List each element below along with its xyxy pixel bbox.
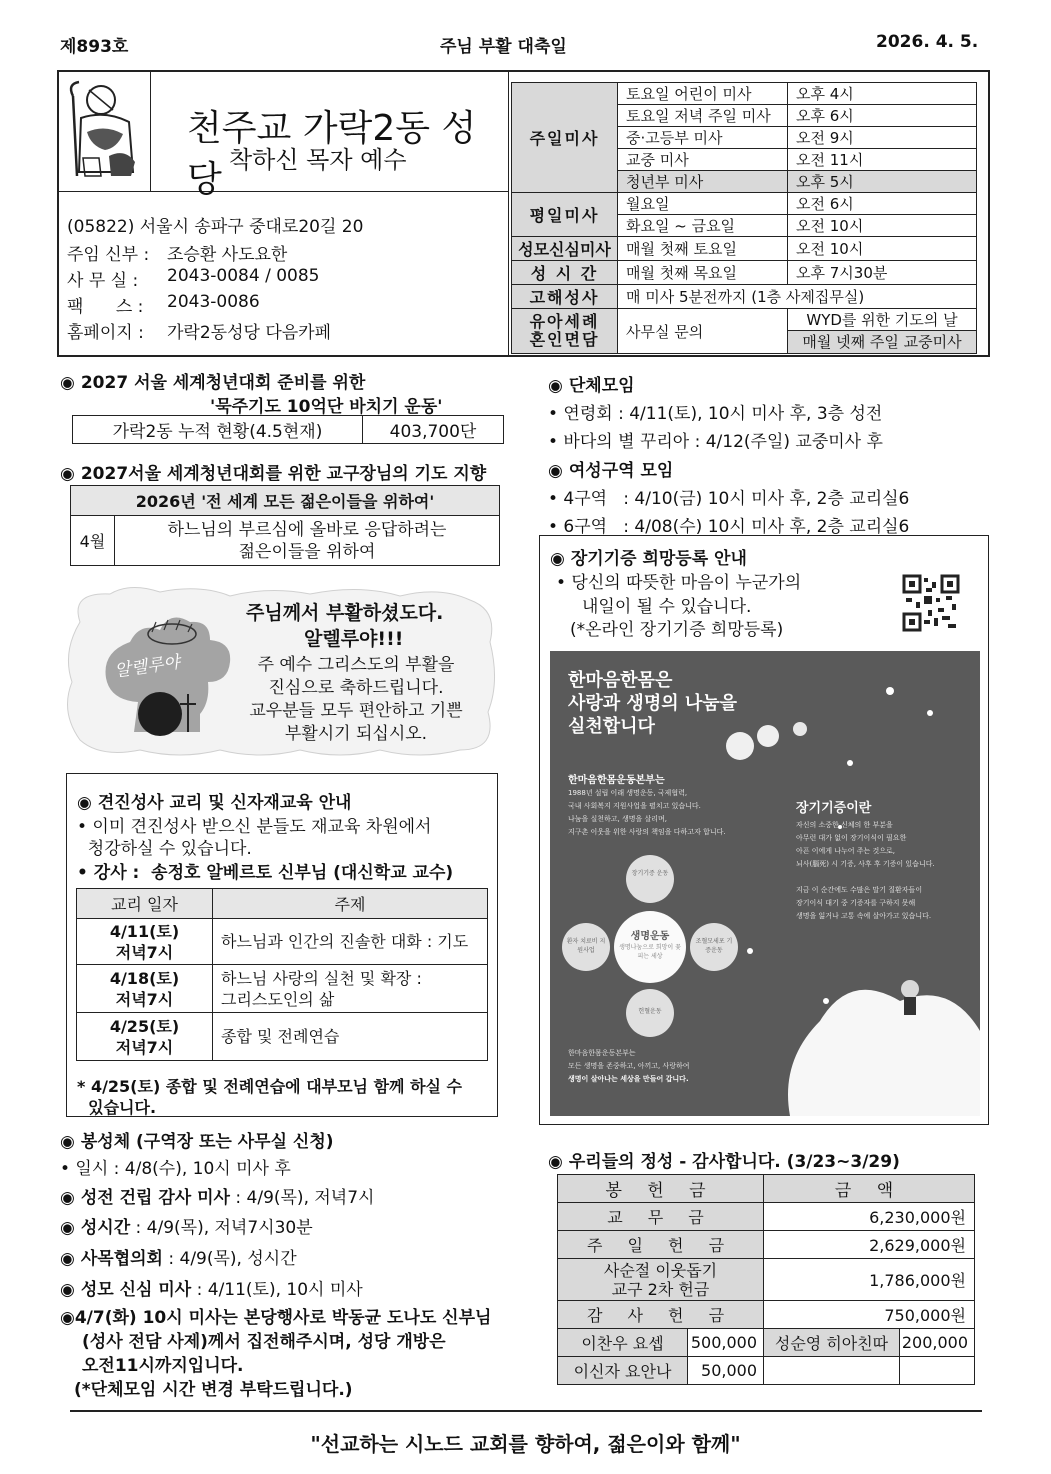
- offering-table: 봉 헌 금 금 액 교 무 금 6,230,000원 주 일 헌 금 2,629,000원 사순절 이웃돕기 교구 2차 헌금 1,786,000원 감 사 헌 금 750,000원 이찬우 요셉 500,000 성순영 히아친따 200,000 이신자 요안나 50,000: [557, 1174, 975, 1385]
- confession-label: 고해성사: [512, 285, 618, 309]
- alleluia-art-text: 알렐루야: [113, 652, 182, 682]
- parish-address: (05822) 서울시 송파구 중대로20길 20: [67, 217, 364, 237]
- dedication-mass-notice: ◉ 성전 건립 감사 미사 : 4/9(목), 저녁7시: [60, 1188, 375, 1208]
- footer-motto: "선교하는 시노드 교회를 향하여, 젊은이와 함께": [310, 1432, 741, 1456]
- bullet-icon: ◉: [60, 1249, 75, 1269]
- page-title: 주님 부활 대축일: [440, 37, 567, 57]
- contact-row: 주임 신부 : 조승환 사도요한: [67, 245, 288, 265]
- issue-number: 제893호: [60, 37, 129, 57]
- marian-mass-label: 성모신심미사: [512, 237, 618, 261]
- easter-headline-2: 알렐루야!!!: [304, 628, 404, 650]
- poster-right-description: 자신의 소중한 신체의 한 부분을 아무런 대가 없이 장기이식이 필요한 아픈 이에게 나누어 주는 것으로, 뇌사(腦死) 시 기증, 사후 후 기증이 있습니다. 지금 이 순간에도 수많은 말기 질환자들이 장기이식 대기 중 기증자를 구하지 못해 생명을 잃거나 고통 속에 살아가고 있습니다.: [796, 821, 935, 920]
- good-shepherd-logo: [59, 72, 151, 192]
- parish-contact-list: [67, 240, 467, 344]
- poster-org-description: 1988년 설립 이래 생명운동, 국제협력, 국내 사회복지 지원사업을 펼치고 있습니다. 나눔을 실천하고, 생명을 살리며, 지구촌 이웃을 위한 사랑의 책임을 다하고자 합니다.: [568, 789, 726, 836]
- group-meetings: ◉ 단체모임 • 연령회 : 4/11(토), 10시 미사 후, 3층 성전 • 바다의 별 꾸리아 : 4/12(주일) 교중미사 후: [548, 376, 883, 452]
- communion-notice: ◉ 봉성체 (구역장 또는 사무실 신청) • 일시 : 4/8(수), 10시 미사 후: [60, 1132, 334, 1179]
- offering-title: ◉ 우리들의 정성 - 감사합니다. (3/23~3/29): [548, 1152, 900, 1172]
- rosary-status-table: 가락2동 누적 현황(4.5현재) 403,700단: [72, 415, 504, 444]
- sunday-mass-label: 주일미사: [512, 83, 618, 193]
- bullet-icon: ◉: [548, 461, 563, 481]
- wyd-prayer-day: WYD를 위한 기도의 날: [788, 309, 976, 331]
- bullet-icon: ◉: [60, 1218, 75, 1238]
- contact-row: 사 무 실 : 2043-0084 / 0085: [67, 266, 320, 291]
- organ-donation-poster: 한마음한몸은 사랑과 생명의 나눔을 실천합니다 한마음한몸운동본부는 1988년 설립 이래 생명운동, 국제협력, 국내 사회복지 지원사업을 펼치고 있습니다. 나눔을 실천하고, 생명을 살리며, 지구촌 이웃을 위한 사랑의 책임을 다하고자 합니다. 장기기증이란 자신의 소중한 신체의 한 부분을 아무런 대가 없이 장기이식이 필요한 아픈 이에게 나누어 주는 것으로, 뇌사(腦死) 시 기증, 사후 후 기증이 있습니다. 지금 이 순간에도 수많은 말기 질환자들이 장기이식 대기 중 기증자를 구하지 못해 생명을 잃거나 고통 속에 살아가고 있습니다. 생명운동 생명나눔으로 희망이 꽃피는 세상 장기기증 운동 환자 치료비 지원사업 조혈모세포 기증운동 헌혈운동 한마음한몸운동본부는 모든 생명을 존중하고, 아끼고, 사랑하여 생명이 살아나는 세상을 만들어 갑니다.: [550, 651, 980, 1116]
- bullet-icon: ◉: [60, 1308, 75, 1328]
- easter-message: 주 예수 그리스도의 부활을 진심으로 축하드립니다. 교우분들 모두 편안하고 기쁜 부활시기 되십시오.: [249, 655, 463, 744]
- lecturer: • 강사 : 송정호 알베르토 신부님 (대신학교 교수): [77, 863, 454, 883]
- baptism-label: 유아세례 혼인면담: [512, 309, 618, 354]
- donor-amount: 500,000: [688, 1329, 764, 1357]
- donor-name: 성순영 히아친따: [764, 1329, 900, 1357]
- marian-mass-notice: ◉ 성모 신심 미사 : 4/11(토), 10시 미사: [60, 1280, 363, 1300]
- donor-amount: 50,000: [688, 1357, 764, 1385]
- bullet-icon: ◉: [60, 373, 75, 393]
- prayer-intention-title: ◉ 2027서울 세계청년대회를 위한 교구장님의 기도 지향: [60, 464, 487, 484]
- donor-name: 이신자 요안나: [558, 1357, 688, 1385]
- confirmation-notice-box: ◉ 견진성사 교리 및 신자재교육 안내 • 이미 견진성사 받으신 분들도 재교육 차원에서 청강하실 수 있습니다. • 강사 : 송정호 알베르토 신부님 (대신학교 교수) 교리 일자 주제 4/11(토) 저녁7시 하느님과 인간의 진솔한 대화 : 기도 4/18(토) 저녁7시 하느님 사랑의 실천 및 확장 : 그리스도인의 삶 4/25(토) 저녁7시 종합 및 전례연습 * 4/25(토) 종합 및 전례연습에 대부모님 함께 하실 수 있습니다.: [66, 773, 498, 1117]
- weekday-mass-label: 평일미사: [512, 193, 618, 237]
- pastoral-council-notice: ◉ 사목협의회 : 4/9(목), 성시간: [60, 1249, 297, 1269]
- bullet-icon: ◉: [60, 1280, 75, 1300]
- mass-schedule-table: 주일미사 토요일 어린이 미사 오후 4시 토요일 저녁 주일 미사 오후 6시 중·고등부 미사 오전 9시 교중 미사 오전 11시 청년부 미사 오후 5시 평일미사 월요일 오전 6시 화요일 ~ 금요일 오전 10시 성모신심미사 매월 첫째 토요일 오전 10시 성 시 간 매월 첫째 목요일 오후 7시30분 고해성사 매 미사 5분전까지 (1층 사제집무실) 유아세례 혼인면담 사무실 문의 WYD를 위한 기도의 날 매월 넷째 주일 교중미사: [511, 82, 977, 354]
- contact-row: 팩 스 : 2043-0086: [67, 292, 260, 317]
- women-district-meetings: ◉ 여성구역 모임 • 4구역 : 4/10(금) 10시 미사 후, 2층 교리실6 • 6구역 : 4/08(수) 10시 미사 후, 2층 교리실6: [548, 461, 910, 537]
- holy-hour-notice: ◉ 성시간 : 4/9(목), 저녁7시30분: [60, 1218, 313, 1238]
- holy-hour-label: 성 시 간: [512, 261, 618, 285]
- easter-headline-1: 주님께서 부활하셨도다.: [246, 602, 444, 624]
- poster-headline: 한마음한몸은 사랑과 생명의 나눔을 실천합니다: [568, 670, 738, 737]
- confirmation-note: * 4/25(토) 종합 및 전례연습에 대부모님 함께 하실 수: [77, 1077, 463, 1096]
- logo-cell: [59, 72, 151, 192]
- poster-center-label: 생명운동: [630, 931, 670, 942]
- bullet-icon: ◉: [550, 549, 565, 569]
- donor-amount: 200,000: [900, 1329, 975, 1357]
- special-mass-notice: ◉4/7(화) 10시 미사는 본당행사로 박동균 도나도 신부님 (성사 전담 사제)께서 집전해주시며, 성당 개방은 오전11시까지입니다. (*단체모임 시간 변경 부탁드립니다.): [60, 1308, 492, 1400]
- wyd-prayer-mass: 매월 넷째 주일 교중미사: [788, 331, 976, 353]
- address-cell: [59, 192, 509, 357]
- youth-mass: 청년부 미사: [618, 171, 788, 193]
- bullet-icon: ◉: [60, 1132, 75, 1152]
- wyd-campaign-title: ◉ 2027 서울 세계청년대회 준비를 위한: [60, 373, 366, 393]
- bullet-icon: ◉: [60, 464, 75, 484]
- poster-footer: 한마음한몸운동본부는 모든 생명을 존중하고, 아끼고, 사랑하여 생명이 살아나는 세상을 만들어 갑니다.: [568, 1049, 690, 1083]
- parish-patron: 착하신 목자 예수: [229, 146, 407, 174]
- parish-info-box: [57, 70, 990, 357]
- qr-code-icon[interactable]: [902, 574, 960, 632]
- contact-row: 홈페이지 : 가락2동성당 다음카페: [67, 323, 332, 343]
- wyd-campaign-subtitle: '묵주기도 10억단 바치기 운동': [210, 397, 443, 417]
- bullet-icon: ◉: [548, 1152, 563, 1172]
- confirmation-title: ◉ 견진성사 교리 및 신자재교육 안내: [77, 793, 352, 813]
- easter-greeting: [60, 582, 500, 760]
- bullet-icon: ◉: [548, 376, 563, 396]
- footer-divider: [70, 1410, 982, 1412]
- donor-name: 이찬우 요셉: [558, 1329, 688, 1357]
- catechism-schedule-table: 교리 일자 주제 4/11(토) 저녁7시 하느님과 인간의 진솔한 대화 : 기도 4/18(토) 저녁7시 하느님 사랑의 실천 및 확장 : 그리스도인의 삶 4/25(토) 저녁7시 종합 및 전례연습: [76, 888, 488, 1061]
- bullet-icon: ◉: [60, 1188, 75, 1208]
- bullet-icon: ◉: [77, 793, 92, 813]
- issue-date: 2026. 4. 5.: [876, 32, 979, 52]
- parish-name: 천주교 가락2동 성당: [187, 108, 477, 200]
- organ-donation-box: ◉ 장기기증 희망등록 안내 • 당신의 따뜻한 마음이 누군가의 내일이 될 수 있습니다. (*온라인 장기기증 희망등록) 한마음한몸은 사랑과 생명의 나눔을 실천합니다 한마음한몸운동본부는 1988년 설립 이래 생명운동, 국제협력, 국내 사회복지 지원사업을 펼치고 있습니다. 나눔을 실천하고, 생명을 살리며, 지구촌 이웃을 위한 사랑의 책임을 다하고자 합니다. 장기기증이란 자신의 소중한 신체의 한 부분을 아무런 대가 없이 장기이식이 필요한 아픈 이에게 나누어 주는 것으로, 뇌사(腦死) 시 기증, 사후 후 기증이 있습니다. 지금 이 순간에도 수많은 말기 질환자들이 장기이식 대기 중 기증자를 구하지 못해 생명을 잃거나 고통 속에 살아가고 있습니다. 생명운동 생명나눔으로 희망이 꽃피는 세상 장기기증 운동 환자 치료비 지원사업 조혈모세포 기증운동 헌혈운동 한마음한몸운동본부는 모든 생명을 존중하고, 아끼고, 사랑하여 생명이 살아나는 세상을 만들어 갑니다.: [539, 535, 989, 1125]
- prayer-intention-table: 2026년 '전 세계 모든 젊은이들을 위하여' 4월 하느님의 부르심에 올바로 응답하려는 젊은이들을 위하여: [70, 485, 500, 566]
